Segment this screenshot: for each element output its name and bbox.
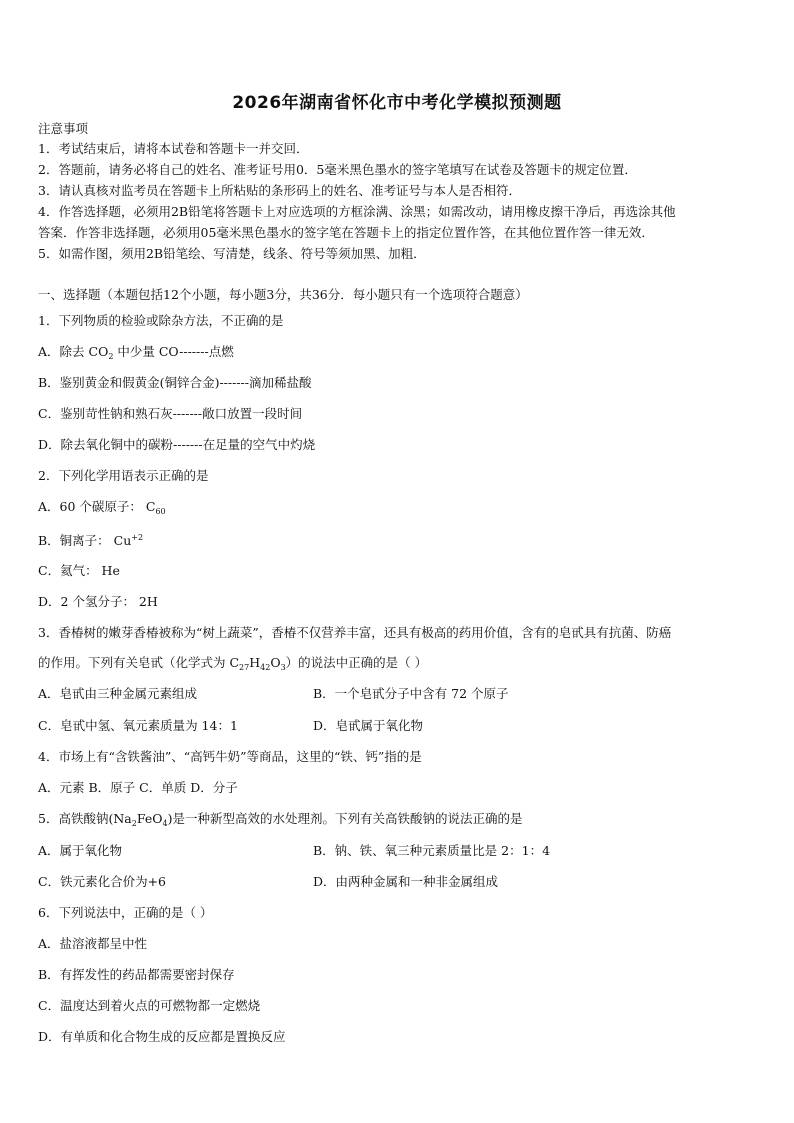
question-2-stem: 2．下列化学用语表示正确的是 bbox=[38, 468, 209, 483]
notice-item: 5．如需作图，须用2B铅笔绘、写清楚，线条、符号等须加黑、加粗． bbox=[38, 246, 426, 261]
question-5-option-c: C．铁元素化合价为+6 bbox=[38, 874, 166, 889]
question-2-option-d: D．2 个氢分子： 2H bbox=[38, 594, 158, 609]
question-3-option-c: C．皂甙中氢、氧元素质量为 14：1 bbox=[38, 718, 238, 733]
notice-heading: 注意事项 bbox=[38, 121, 89, 136]
question-1-option-b: B．鉴别黄金和假黄金(铜锌合金)-------滴加稀盐酸 bbox=[38, 375, 312, 390]
question-2-option-a: A．60 个碳原子： $C_{60}$ bbox=[38, 499, 166, 516]
question-3-option-a: A．皂甙由三种金属元素组成 bbox=[38, 686, 198, 701]
question-4-options: A．元素 B．原子 C．单质 D．分子 bbox=[38, 780, 238, 795]
question-1-option-a: A．除去 $CO_2$ 中少量 CO-------点燃 bbox=[38, 344, 234, 361]
notice-item: 3．请认真核对监考员在答题卡上所粘贴的条形码上的姓名、准考证号与本人是否相符． bbox=[38, 183, 521, 198]
question-5-option-a: A．属于氧化物 bbox=[38, 843, 123, 858]
notice-item: 答案．作答非选择题，必须用05毫米黑色墨水的签字笔在答题卡上的指定位置作答，在其他位置作答一律无效． bbox=[38, 225, 654, 240]
question-3-stem-line2: 的作用。下列有关皂甙（化学式为 $C_{27}H_{42}O_3$）的说法中正确的是（ ） bbox=[38, 655, 428, 672]
notice-item: 2．答题前，请务必将自己的姓名、准考证号用0．5毫米黑色墨水的签字笔填写在试卷及答题卡的规定位置． bbox=[38, 162, 637, 177]
question-2-option-c: C．氦气： He bbox=[38, 563, 120, 578]
page-title: 2026年湖南省怀化市中考化学模拟预测题 bbox=[232, 93, 562, 113]
question-5-option-b: B．钠、铁、氧三种元素质量比是 2：1：4 bbox=[313, 843, 551, 858]
notice-item: 4．作答选择题，必须用2B铅笔将答题卡上对应选项的方框涂满、涂黑；如需改动，请用橡皮擦干净后，再选涂其他 bbox=[38, 204, 676, 219]
question-3-option-b: B．一个皂甙分子中含有 72 个原子 bbox=[313, 686, 509, 701]
question-6-option-c: C．温度达到着火点的可燃物都一定燃烧 bbox=[38, 998, 261, 1013]
question-6-stem: 6．下列说法中，正确的是（ ） bbox=[38, 905, 213, 920]
section-heading: 一、选择题（本题包括12个小题，每小题3分，共36分．每小题只有一个选项符合题意） bbox=[38, 287, 528, 302]
question-5-option-d: D．由两种金属和一种非金属组成 bbox=[313, 874, 499, 889]
question-6-option-d: D．有单质和化合物生成的反应都是置换反应 bbox=[38, 1029, 286, 1044]
question-6-option-b: B．有挥发性的药品都需要密封保存 bbox=[38, 967, 235, 982]
question-6-option-a: A．盐溶液都呈中性 bbox=[38, 936, 148, 951]
question-3-option-d: D．皂甙属于氧化物 bbox=[313, 718, 424, 733]
question-5-stem: 5．高铁酸钠$(Na_2FeO_4)$是一种新型高效的水处理剂。下列有关高铁酸钠的说法正确的是 bbox=[38, 811, 523, 828]
question-3-stem-line1: 3．香椿树的嫩芽香椿被称为“树上蔬菜”，香椿不仅营养丰富，还具有极高的药用价值，含有的皂甙具有抗菌、防癌 bbox=[38, 625, 672, 640]
question-1-option-c: C．鉴别苛性钠和熟石灰-------敞口放置一段时间 bbox=[38, 406, 303, 421]
question-2-option-b: B．铜离子： $Cu^{+2}$ bbox=[38, 533, 144, 548]
question-1-stem: 1．下列物质的检验或除杂方法，不正确的是 bbox=[38, 313, 284, 328]
question-1-option-d: D．除去氧化铜中的碳粉-------在足量的空气中灼烧 bbox=[38, 437, 316, 452]
question-4-stem: 4．市场上有“含铁酱油”、“高钙牛奶”等商品，这里的“铁、钙”指的是 bbox=[38, 749, 422, 764]
notice-item: 1．考试结束后，请将本试卷和答题卡一并交回． bbox=[38, 141, 309, 156]
